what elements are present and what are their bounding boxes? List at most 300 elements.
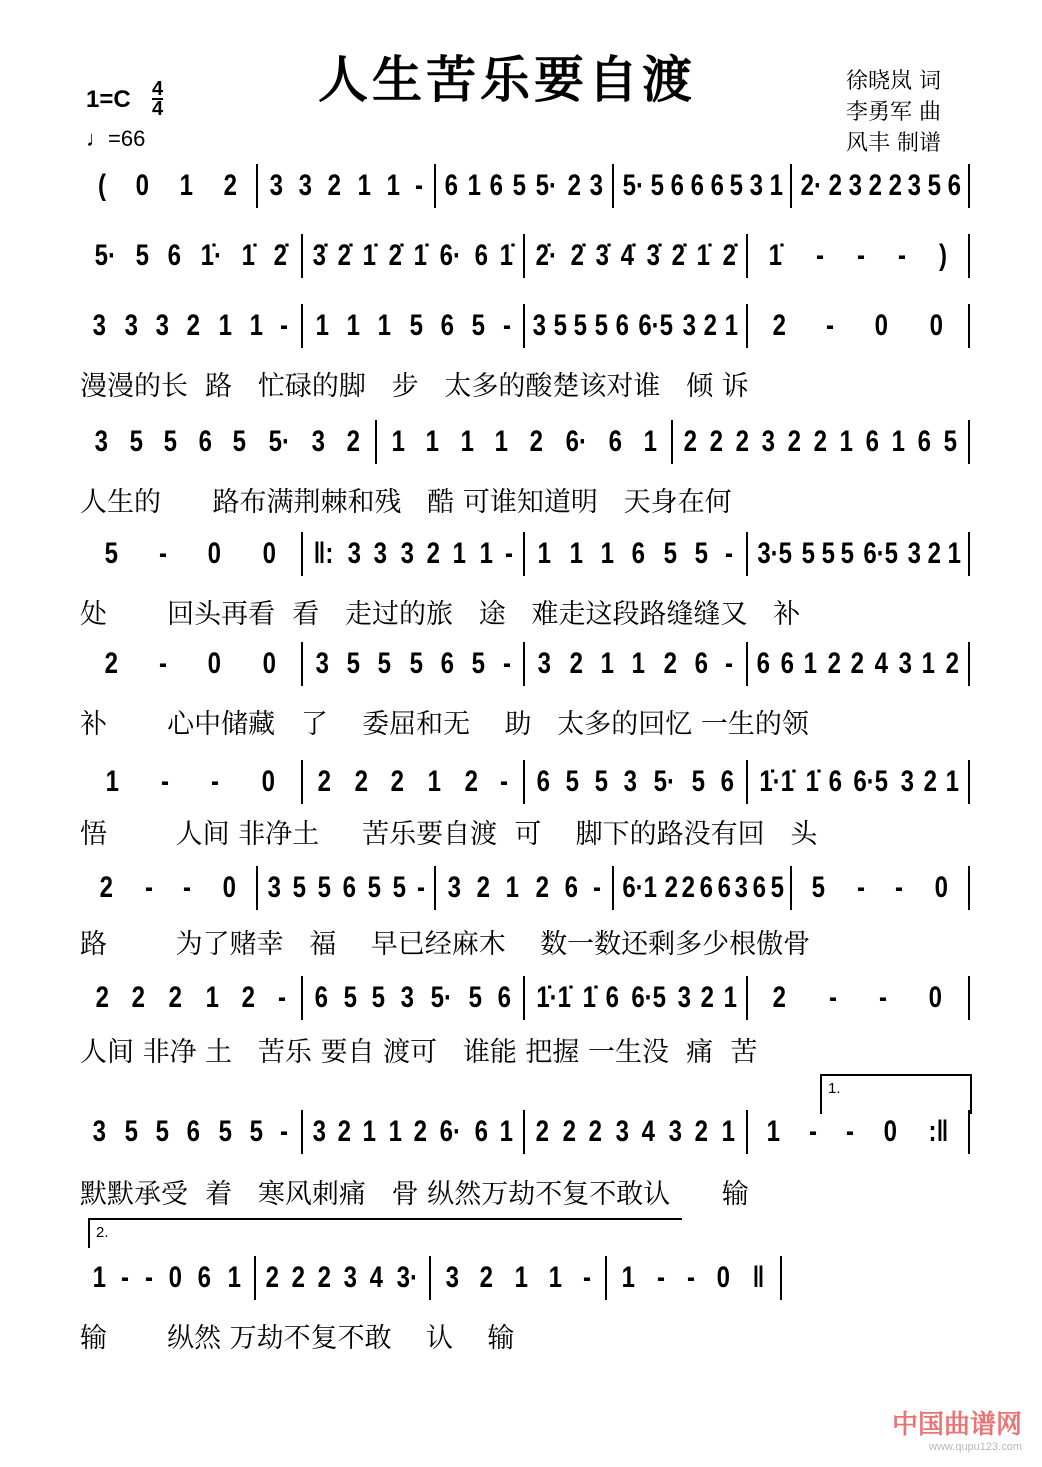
- note: 2: [168, 981, 183, 1014]
- note: 0: [262, 537, 276, 570]
- time-signature: [152, 80, 163, 118]
- measure: [525, 642, 748, 686]
- note: 3: [445, 1261, 459, 1294]
- note: :‖: [928, 1115, 949, 1148]
- note: 3: [907, 169, 922, 202]
- notation-row: [80, 866, 970, 910]
- note: 2: [535, 871, 549, 904]
- note: 1̇: [413, 239, 428, 272]
- note: 2: [664, 871, 678, 904]
- lyric-line: 处 回头再看 看 走过的旅 途 难走这段路缝缝又 补: [80, 599, 801, 630]
- note: 5: [801, 537, 815, 570]
- note: 2: [317, 1261, 331, 1294]
- note: -: [502, 647, 511, 680]
- note: 6: [605, 981, 620, 1014]
- note: 2: [773, 981, 787, 1014]
- note: 3: [124, 309, 138, 342]
- song-title: 人生苦乐要自渡: [318, 50, 696, 109]
- note: 5·: [268, 425, 290, 458]
- note: -: [856, 871, 865, 904]
- measure: [748, 760, 971, 804]
- note: 3: [315, 647, 329, 680]
- measure: [303, 234, 526, 278]
- measure: [377, 420, 674, 464]
- note: 6: [866, 425, 880, 458]
- note: 5: [729, 169, 744, 202]
- measure: [80, 1110, 303, 1154]
- note: 1: [479, 537, 493, 570]
- note: 5: [594, 309, 608, 342]
- note: 5: [694, 537, 708, 570]
- note: 1: [427, 765, 442, 798]
- measure: [525, 234, 748, 278]
- measure: [303, 976, 526, 1020]
- note: 6: [710, 169, 724, 202]
- note: -: [725, 537, 734, 570]
- note: 6: [342, 871, 357, 904]
- note: 2: [851, 647, 865, 680]
- measure: [525, 760, 748, 804]
- note: 3: [269, 169, 284, 202]
- measure: [80, 760, 303, 804]
- note: 2: [354, 765, 368, 798]
- note: 6: [631, 537, 646, 570]
- note: -: [826, 309, 835, 342]
- note: 5·: [94, 239, 116, 272]
- note: 5: [343, 981, 357, 1014]
- note: 0: [929, 981, 943, 1014]
- measure: [614, 164, 792, 208]
- note: 4: [641, 1115, 656, 1148]
- note: 2: [337, 1115, 352, 1148]
- note: 2: [223, 169, 237, 202]
- note: 2: [562, 1115, 576, 1148]
- note: 1: [947, 537, 961, 570]
- note: 5: [135, 239, 149, 272]
- note: 0: [929, 309, 944, 342]
- note: 1: [945, 765, 960, 798]
- note: -: [878, 981, 887, 1014]
- note: 1: [249, 309, 263, 342]
- note: 2: [291, 1261, 306, 1294]
- note: 3: [898, 647, 912, 680]
- note: 2: [927, 537, 941, 570]
- note: 2: [682, 871, 696, 904]
- note: 6: [947, 169, 961, 202]
- note: 6: [690, 169, 704, 202]
- notation-row: [80, 1110, 970, 1154]
- note: 2: [95, 981, 109, 1014]
- note: -: [500, 765, 509, 798]
- note: 0: [207, 647, 221, 680]
- note: 1̇·1̇: [536, 981, 572, 1014]
- note: 3: [589, 169, 604, 202]
- volta-1-label: 1.: [828, 1080, 841, 1097]
- note: 0: [136, 169, 150, 202]
- note: 2: [735, 425, 750, 458]
- note: 1: [363, 1115, 377, 1148]
- note: 5: [944, 425, 958, 458]
- measure: [792, 866, 970, 910]
- note: 2: [567, 169, 581, 202]
- measure: [525, 1110, 748, 1154]
- note: 6: [752, 871, 767, 904]
- note: 3·: [396, 1261, 418, 1294]
- lyric-line: 输 纵然 万劫不复不敢 认 输: [80, 1323, 515, 1354]
- note: 3̇: [646, 239, 660, 272]
- note: 5: [218, 1115, 232, 1148]
- note: 5: [841, 537, 855, 570]
- note: 6: [198, 425, 212, 458]
- measure: [748, 532, 971, 576]
- note: 6: [694, 647, 708, 680]
- note: 3: [532, 309, 546, 342]
- note: 3: [298, 169, 313, 202]
- note: 3: [347, 537, 361, 570]
- note: 6: [497, 981, 512, 1014]
- note: 4: [874, 647, 889, 680]
- note: 2: [709, 425, 724, 458]
- note: -: [280, 1115, 289, 1148]
- arranger: 风丰 制谱: [846, 131, 941, 156]
- note: 2: [813, 425, 828, 458]
- note: 3: [373, 537, 388, 570]
- note: -: [502, 309, 511, 342]
- measure: [80, 304, 303, 348]
- note: -: [898, 239, 907, 272]
- note: 1: [467, 169, 481, 202]
- notation-row: [80, 420, 970, 464]
- note: 0: [883, 1115, 898, 1148]
- note: 6·5: [853, 765, 889, 798]
- note: 1: [499, 1115, 514, 1148]
- key-signature: 1=C: [86, 86, 131, 113]
- time-top: 4: [152, 78, 164, 100]
- note: 6: [564, 871, 578, 904]
- note: 2·: [800, 169, 822, 202]
- note: 0: [934, 871, 949, 904]
- note: 2̇: [337, 239, 352, 272]
- note: 1: [391, 425, 405, 458]
- note: 6: [756, 647, 770, 680]
- measure: [80, 164, 258, 208]
- note: 5: [565, 765, 580, 798]
- note: 2: [476, 871, 491, 904]
- note: 1̇: [499, 239, 514, 272]
- note: -: [809, 1115, 818, 1148]
- note: 3: [683, 309, 697, 342]
- note: 6: [699, 871, 714, 904]
- note: 2: [703, 309, 718, 342]
- note: 3: [312, 1115, 326, 1148]
- credits: [846, 66, 941, 159]
- note: 6: [717, 871, 731, 904]
- lyric-line: 默默承受 着 寒风刺痛 骨 纵然万劫不复不敢认 输: [80, 1179, 749, 1210]
- note: 4: [369, 1261, 383, 1294]
- note: -: [183, 871, 192, 904]
- note: 1: [179, 169, 194, 202]
- note: 3: [615, 1115, 629, 1148]
- note: 1: [631, 647, 646, 680]
- note: 1: [388, 1115, 402, 1148]
- note: -: [414, 169, 423, 202]
- lyric-line: 路 为了赌幸 福 早已经麻木 数一数还剩多少根傲骨: [80, 929, 811, 960]
- measure: [748, 642, 971, 686]
- note: 6·: [440, 239, 462, 272]
- note: 1: [227, 1261, 242, 1294]
- measure: [748, 234, 971, 278]
- note: 3̇: [595, 239, 609, 272]
- note: 3: [92, 1115, 107, 1148]
- note: 0: [716, 1261, 731, 1294]
- note: 5·: [430, 981, 453, 1014]
- note: 1: [92, 1261, 106, 1294]
- measure: [80, 976, 303, 1020]
- note: -: [657, 1261, 666, 1294]
- note: 1: [839, 425, 854, 458]
- note: 5: [573, 309, 588, 342]
- note: 1: [425, 425, 440, 458]
- note: 4̇: [620, 239, 635, 272]
- note: 0: [875, 309, 889, 342]
- measure: [303, 304, 526, 348]
- note: 6: [615, 309, 629, 342]
- note: 2: [426, 537, 441, 570]
- note: 6: [440, 309, 455, 342]
- lyric-line: 人间 非净 土 苦乐 要自 渡可 谁能 把握 一生没 痛 苦: [80, 1037, 758, 1068]
- note: 3: [400, 537, 414, 570]
- note: 3: [343, 1261, 357, 1294]
- note: 5: [811, 871, 826, 904]
- note: 5: [472, 309, 486, 342]
- note: 5: [104, 537, 119, 570]
- note: 5: [594, 765, 608, 798]
- note: -: [144, 1261, 153, 1294]
- measure: [258, 866, 436, 910]
- note: 6: [444, 169, 458, 202]
- note: 5: [409, 647, 423, 680]
- note: 1: [386, 169, 400, 202]
- note: -: [592, 871, 601, 904]
- note: 5: [512, 169, 526, 202]
- measure: [673, 420, 970, 464]
- note: 1: [723, 981, 737, 1014]
- note: 2: [318, 765, 332, 798]
- note: 5: [346, 647, 361, 680]
- note: 1: [600, 647, 614, 680]
- note: 5: [155, 1115, 169, 1148]
- note: 2: [700, 981, 715, 1014]
- note: 2̇: [671, 239, 685, 272]
- note: 1̇·: [200, 239, 222, 272]
- note: 6: [536, 765, 551, 798]
- note: 2: [888, 169, 902, 202]
- note: -: [277, 981, 286, 1014]
- note: 2: [479, 1261, 494, 1294]
- note: 3: [761, 425, 776, 458]
- note: 5: [409, 309, 423, 342]
- note: -: [280, 309, 289, 342]
- note: 6: [198, 1261, 212, 1294]
- note: 0: [222, 871, 237, 904]
- note: 2̇: [570, 239, 584, 272]
- note: 2: [868, 169, 882, 202]
- measure: [607, 1256, 783, 1300]
- note: 5: [124, 1115, 138, 1148]
- note: 3: [749, 169, 764, 202]
- note: 1̇·1̇: [758, 765, 794, 798]
- note: 5: [378, 647, 392, 680]
- note: 1: [769, 169, 783, 202]
- note: -: [161, 765, 170, 798]
- measure: [525, 304, 748, 348]
- note: 1̇: [696, 239, 711, 272]
- measure: [80, 234, 303, 278]
- note: 3̇: [312, 239, 326, 272]
- note: 1: [721, 1115, 735, 1148]
- note: 5·: [622, 169, 644, 202]
- note: 0: [168, 1261, 182, 1294]
- watermark-name: 中国曲谱网: [891, 1409, 1022, 1439]
- note: 5·: [653, 765, 675, 798]
- measure: [303, 760, 526, 804]
- note: 1: [506, 871, 520, 904]
- note: 2: [104, 647, 119, 680]
- note: 1: [357, 169, 371, 202]
- note: 5: [553, 309, 567, 342]
- note: 1̇: [805, 765, 819, 798]
- note: 2: [529, 425, 543, 458]
- notation-row: [80, 760, 970, 804]
- note: 2: [328, 169, 342, 202]
- note: 1: [892, 425, 906, 458]
- notation-row: [80, 1256, 782, 1300]
- note: 5: [232, 425, 247, 458]
- note: -: [582, 1261, 591, 1294]
- note: 2̇·: [535, 239, 558, 272]
- note: 3: [848, 169, 863, 202]
- measure: [525, 976, 748, 1020]
- note: 6: [474, 239, 488, 272]
- note: 3: [447, 871, 462, 904]
- note: -: [158, 537, 167, 570]
- note: 6·5: [638, 309, 674, 342]
- measure: [436, 164, 614, 208]
- note: -: [828, 981, 837, 1014]
- note: 2: [923, 765, 937, 798]
- note: 1: [621, 1261, 636, 1294]
- note: 2̇: [388, 239, 402, 272]
- note: 6·: [440, 1115, 462, 1148]
- note: -: [416, 871, 425, 904]
- note: 2: [945, 647, 959, 680]
- note: ): [939, 239, 948, 272]
- note: 6·: [565, 425, 587, 458]
- note: 6: [828, 765, 842, 798]
- note: 0: [262, 647, 276, 680]
- note: 1: [205, 981, 219, 1014]
- measure: [303, 1110, 526, 1154]
- time-bottom: 4: [152, 98, 164, 120]
- note: ‖:: [313, 537, 334, 570]
- note: 2: [99, 871, 114, 904]
- note: 5: [163, 425, 178, 458]
- measure: [256, 1256, 432, 1300]
- note: 2: [663, 647, 677, 680]
- measure: [303, 642, 526, 686]
- note: 2: [132, 981, 146, 1014]
- measure: [80, 1256, 256, 1300]
- note: 1: [600, 537, 614, 570]
- note: -: [211, 765, 220, 798]
- note: 1: [569, 537, 583, 570]
- note: 5: [472, 647, 486, 680]
- measure: [792, 164, 970, 208]
- note: 2: [186, 309, 201, 342]
- note: 6: [474, 1115, 488, 1148]
- note: 5: [691, 765, 705, 798]
- note: 6: [918, 425, 932, 458]
- note: 1̇: [583, 981, 597, 1014]
- note: 3: [94, 425, 108, 458]
- note: 5: [367, 871, 381, 904]
- notation-row: [80, 304, 970, 348]
- volta-2: [88, 1218, 682, 1248]
- note: -: [857, 239, 866, 272]
- note: 3: [537, 647, 552, 680]
- note: 3: [312, 425, 326, 458]
- note: -: [686, 1261, 695, 1294]
- note: 2: [569, 647, 583, 680]
- note: 6·5: [863, 537, 899, 570]
- note: 2: [413, 1115, 428, 1148]
- note: -: [158, 647, 167, 680]
- lyric-line: 悟 人间 非净土 苦乐要自渡 可 脚下的路没有回 头: [80, 819, 818, 850]
- note: 1: [346, 309, 361, 342]
- measure: [436, 866, 614, 910]
- note: 5: [468, 981, 483, 1014]
- note: 1: [643, 425, 657, 458]
- measure: [748, 304, 971, 348]
- tempo-marking: ♩=66: [86, 126, 146, 151]
- note: 5: [770, 871, 784, 904]
- note: 3: [92, 309, 107, 342]
- note: 2: [787, 425, 802, 458]
- note: 6: [720, 765, 734, 798]
- note: 3: [267, 871, 282, 904]
- note: 6: [608, 425, 623, 458]
- note: 3: [155, 309, 169, 342]
- note: 6·1: [622, 871, 658, 904]
- note: 1: [453, 537, 467, 570]
- note: 5: [927, 169, 942, 202]
- measure: [80, 642, 303, 686]
- note: 1̇: [768, 239, 783, 272]
- lyricist: 徐晓岚 词: [846, 69, 941, 94]
- note: 2: [535, 1115, 549, 1148]
- note: -: [815, 239, 824, 272]
- volta-2-label: 2.: [96, 1224, 109, 1241]
- note: 2: [683, 425, 698, 458]
- note: 2̇: [273, 239, 288, 272]
- measure: [431, 1256, 607, 1300]
- note: 6: [440, 647, 455, 680]
- note: 6: [314, 981, 328, 1014]
- note: 6: [780, 647, 794, 680]
- note: 1̇: [363, 239, 377, 272]
- note: -: [846, 1115, 855, 1148]
- lyric-line: 漫漫的长 路 忙碌的脚 步 太多的酸楚该对谁 倾 诉: [80, 371, 749, 402]
